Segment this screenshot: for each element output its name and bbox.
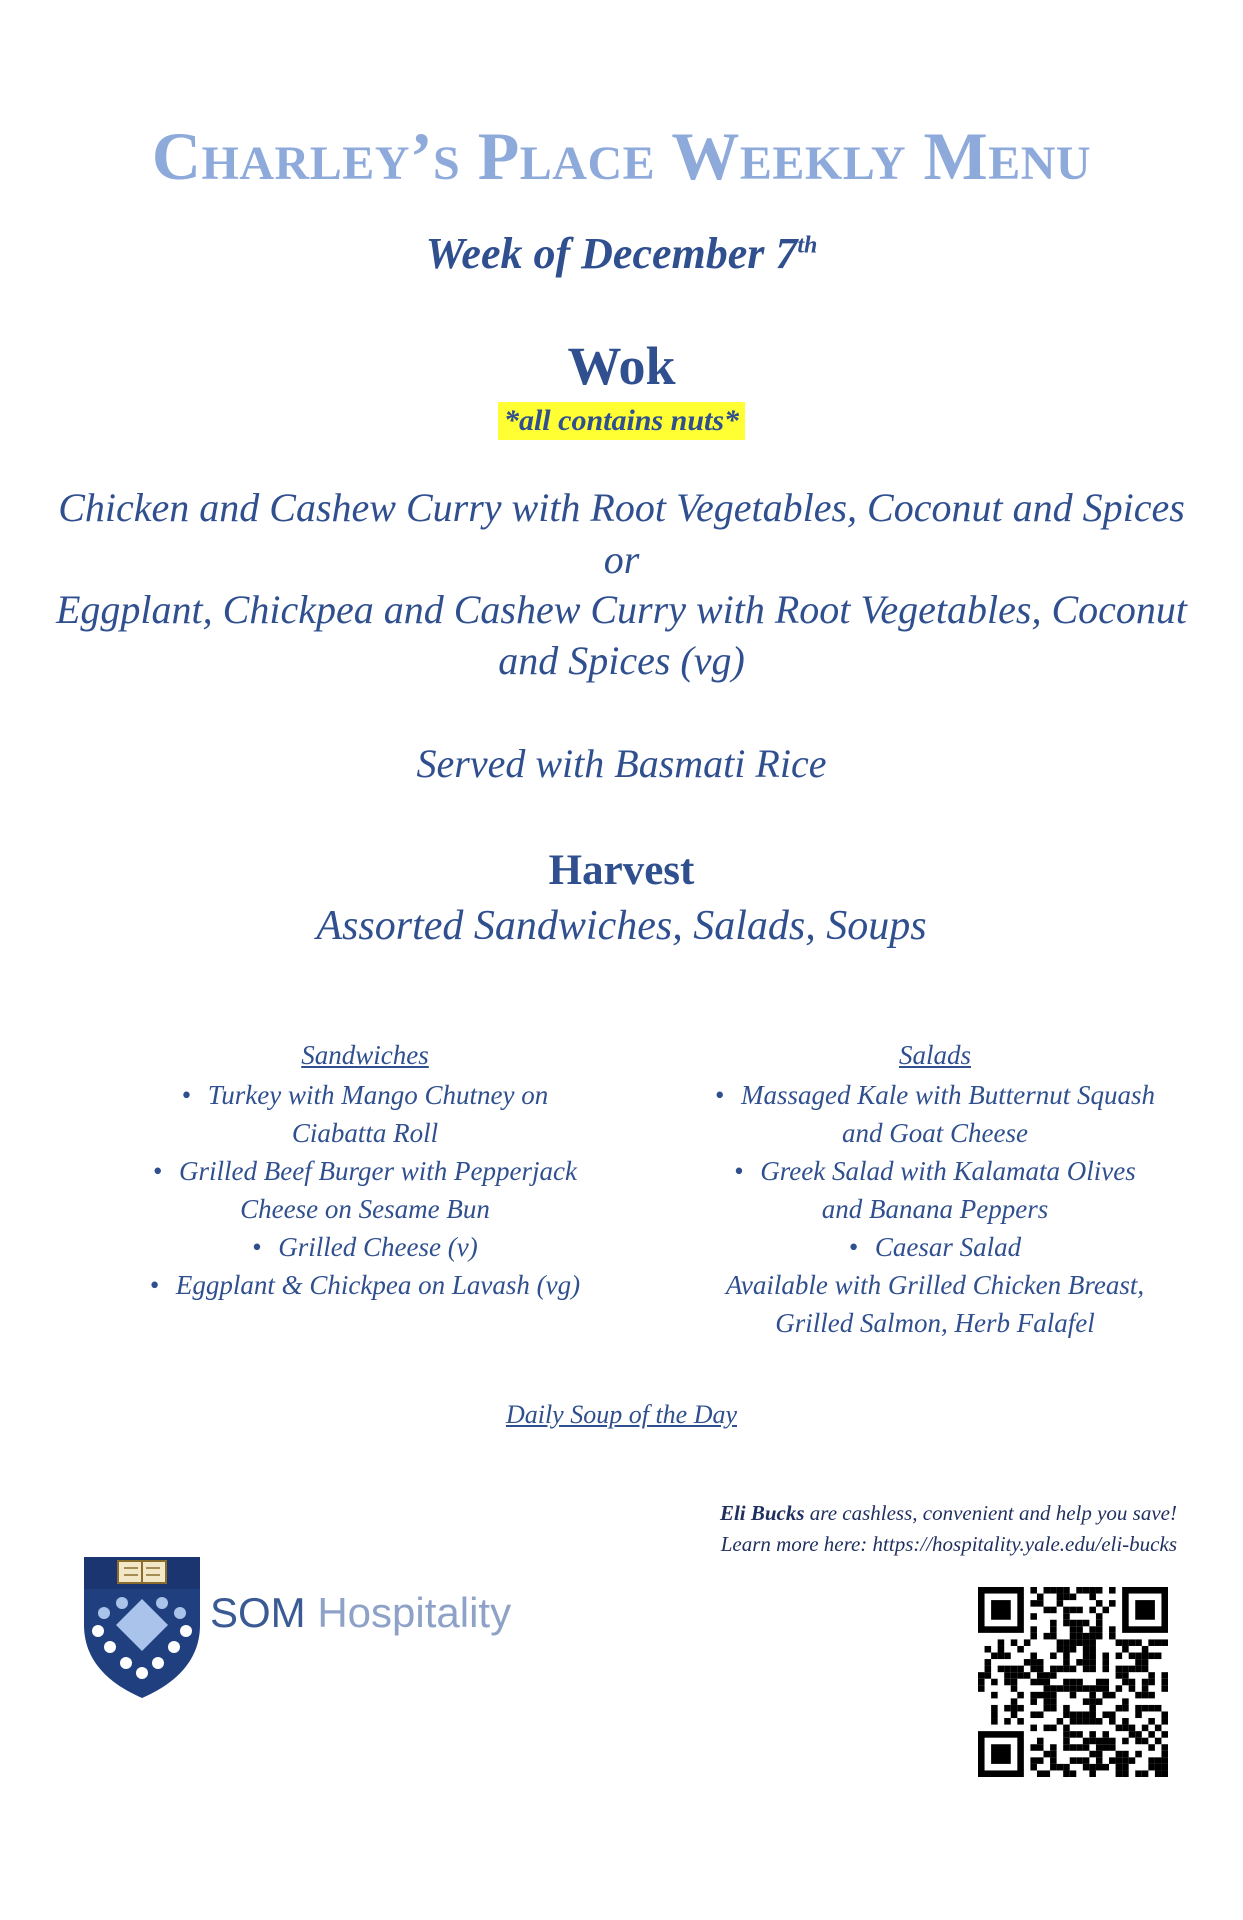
yale-shield-logo [82, 1555, 202, 1700]
item-line: Massaged Kale with Butternut Squash [741, 1080, 1155, 1110]
sandwiches-heading: Sandwiches [301, 1040, 429, 1070]
wok-or: or [603, 537, 640, 582]
wok-dish-2: Eggplant, Chickpea and Cashew Curry with Root Vegetables, Coconut and Spices (vg) [55, 587, 1187, 683]
list-item [120, 1228, 610, 1266]
list-item [690, 1152, 1180, 1228]
menu-title: Charley’s Place Weekly Menu [151, 118, 1092, 194]
sandwiches-list [120, 1076, 610, 1304]
item-line: Turkey with Mango Chutney on [207, 1080, 549, 1110]
nuts-notice-wrap [0, 402, 1243, 440]
item-line-cont: and Goat Cheese [842, 1118, 1028, 1148]
brand-part-1: SOM [210, 1589, 306, 1636]
eli-bucks-note [720, 1498, 1177, 1560]
bullet-icon: • [252, 1232, 262, 1262]
week-text: Week of December 7 [425, 229, 798, 278]
item-line-cont: and Banana Peppers [821, 1194, 1049, 1224]
list-item [120, 1266, 610, 1304]
nuts-notice: *all contains nuts* [498, 402, 745, 440]
bullet-icon: • [153, 1156, 163, 1186]
bullet-icon: • [848, 1232, 859, 1262]
harvest-heading: Harvest [548, 847, 695, 894]
item-line: Greek Salad with Kalamata Olives [760, 1156, 1136, 1186]
list-item [120, 1076, 610, 1152]
list-item [120, 1152, 610, 1228]
item-line: Grilled Beef Burger with Pepperjack [179, 1156, 577, 1186]
wok-served-with: Served with Basmati Rice [416, 741, 827, 786]
week-suffix: th [797, 232, 818, 259]
bullet-icon: • [715, 1080, 725, 1110]
salads-heading: Salads [898, 1040, 971, 1070]
bullet-icon: • [149, 1270, 160, 1300]
item-line-cont: Ciabatta Roll [291, 1118, 439, 1148]
eli-bucks-text: are cashless, convenient and help you save! [804, 1501, 1177, 1525]
wok-heading: Wok [567, 336, 676, 396]
list-item [690, 1076, 1180, 1152]
week-label [0, 228, 1243, 279]
salad-addons-line-1: Available with Grilled Chicken Breast, [725, 1270, 1145, 1300]
eli-bucks-line-1 [720, 1498, 1177, 1529]
item-line: Caesar Salad [874, 1232, 1022, 1262]
eli-bucks-bold: Eli Bucks [719, 1501, 805, 1525]
list-item [690, 1228, 1180, 1266]
salads-column [690, 1036, 1180, 1342]
item-line-cont: Cheese on Sesame Bun [240, 1194, 490, 1224]
brand-name [210, 1589, 511, 1637]
wok-dish-1: Chicken and Cashew Curry with Root Vegetables, Coconut and Spices [58, 485, 1185, 530]
salads-list [690, 1076, 1180, 1266]
brand-part-2: Hospitality [317, 1589, 512, 1636]
eli-bucks-link[interactable]: Learn more here: https://hospitality.yale.edu/eli-bucks [720, 1532, 1177, 1556]
item-line: Grilled Cheese (v) [278, 1232, 478, 1262]
item-line: Eggplant & Chickpea on Lavash (vg) [175, 1270, 581, 1300]
qr-code-icon[interactable] [978, 1587, 1168, 1777]
bullet-icon: • [181, 1080, 192, 1110]
salad-addons-line-2: Grilled Salmon, Herb Falafel [775, 1308, 1095, 1338]
harvest-subheading: Assorted Sandwiches, Salads, Soups [316, 903, 927, 949]
bullet-icon: • [734, 1156, 744, 1186]
sandwiches-column [120, 1036, 610, 1304]
soup-of-the-day: Daily Soup of the Day [505, 1400, 738, 1429]
